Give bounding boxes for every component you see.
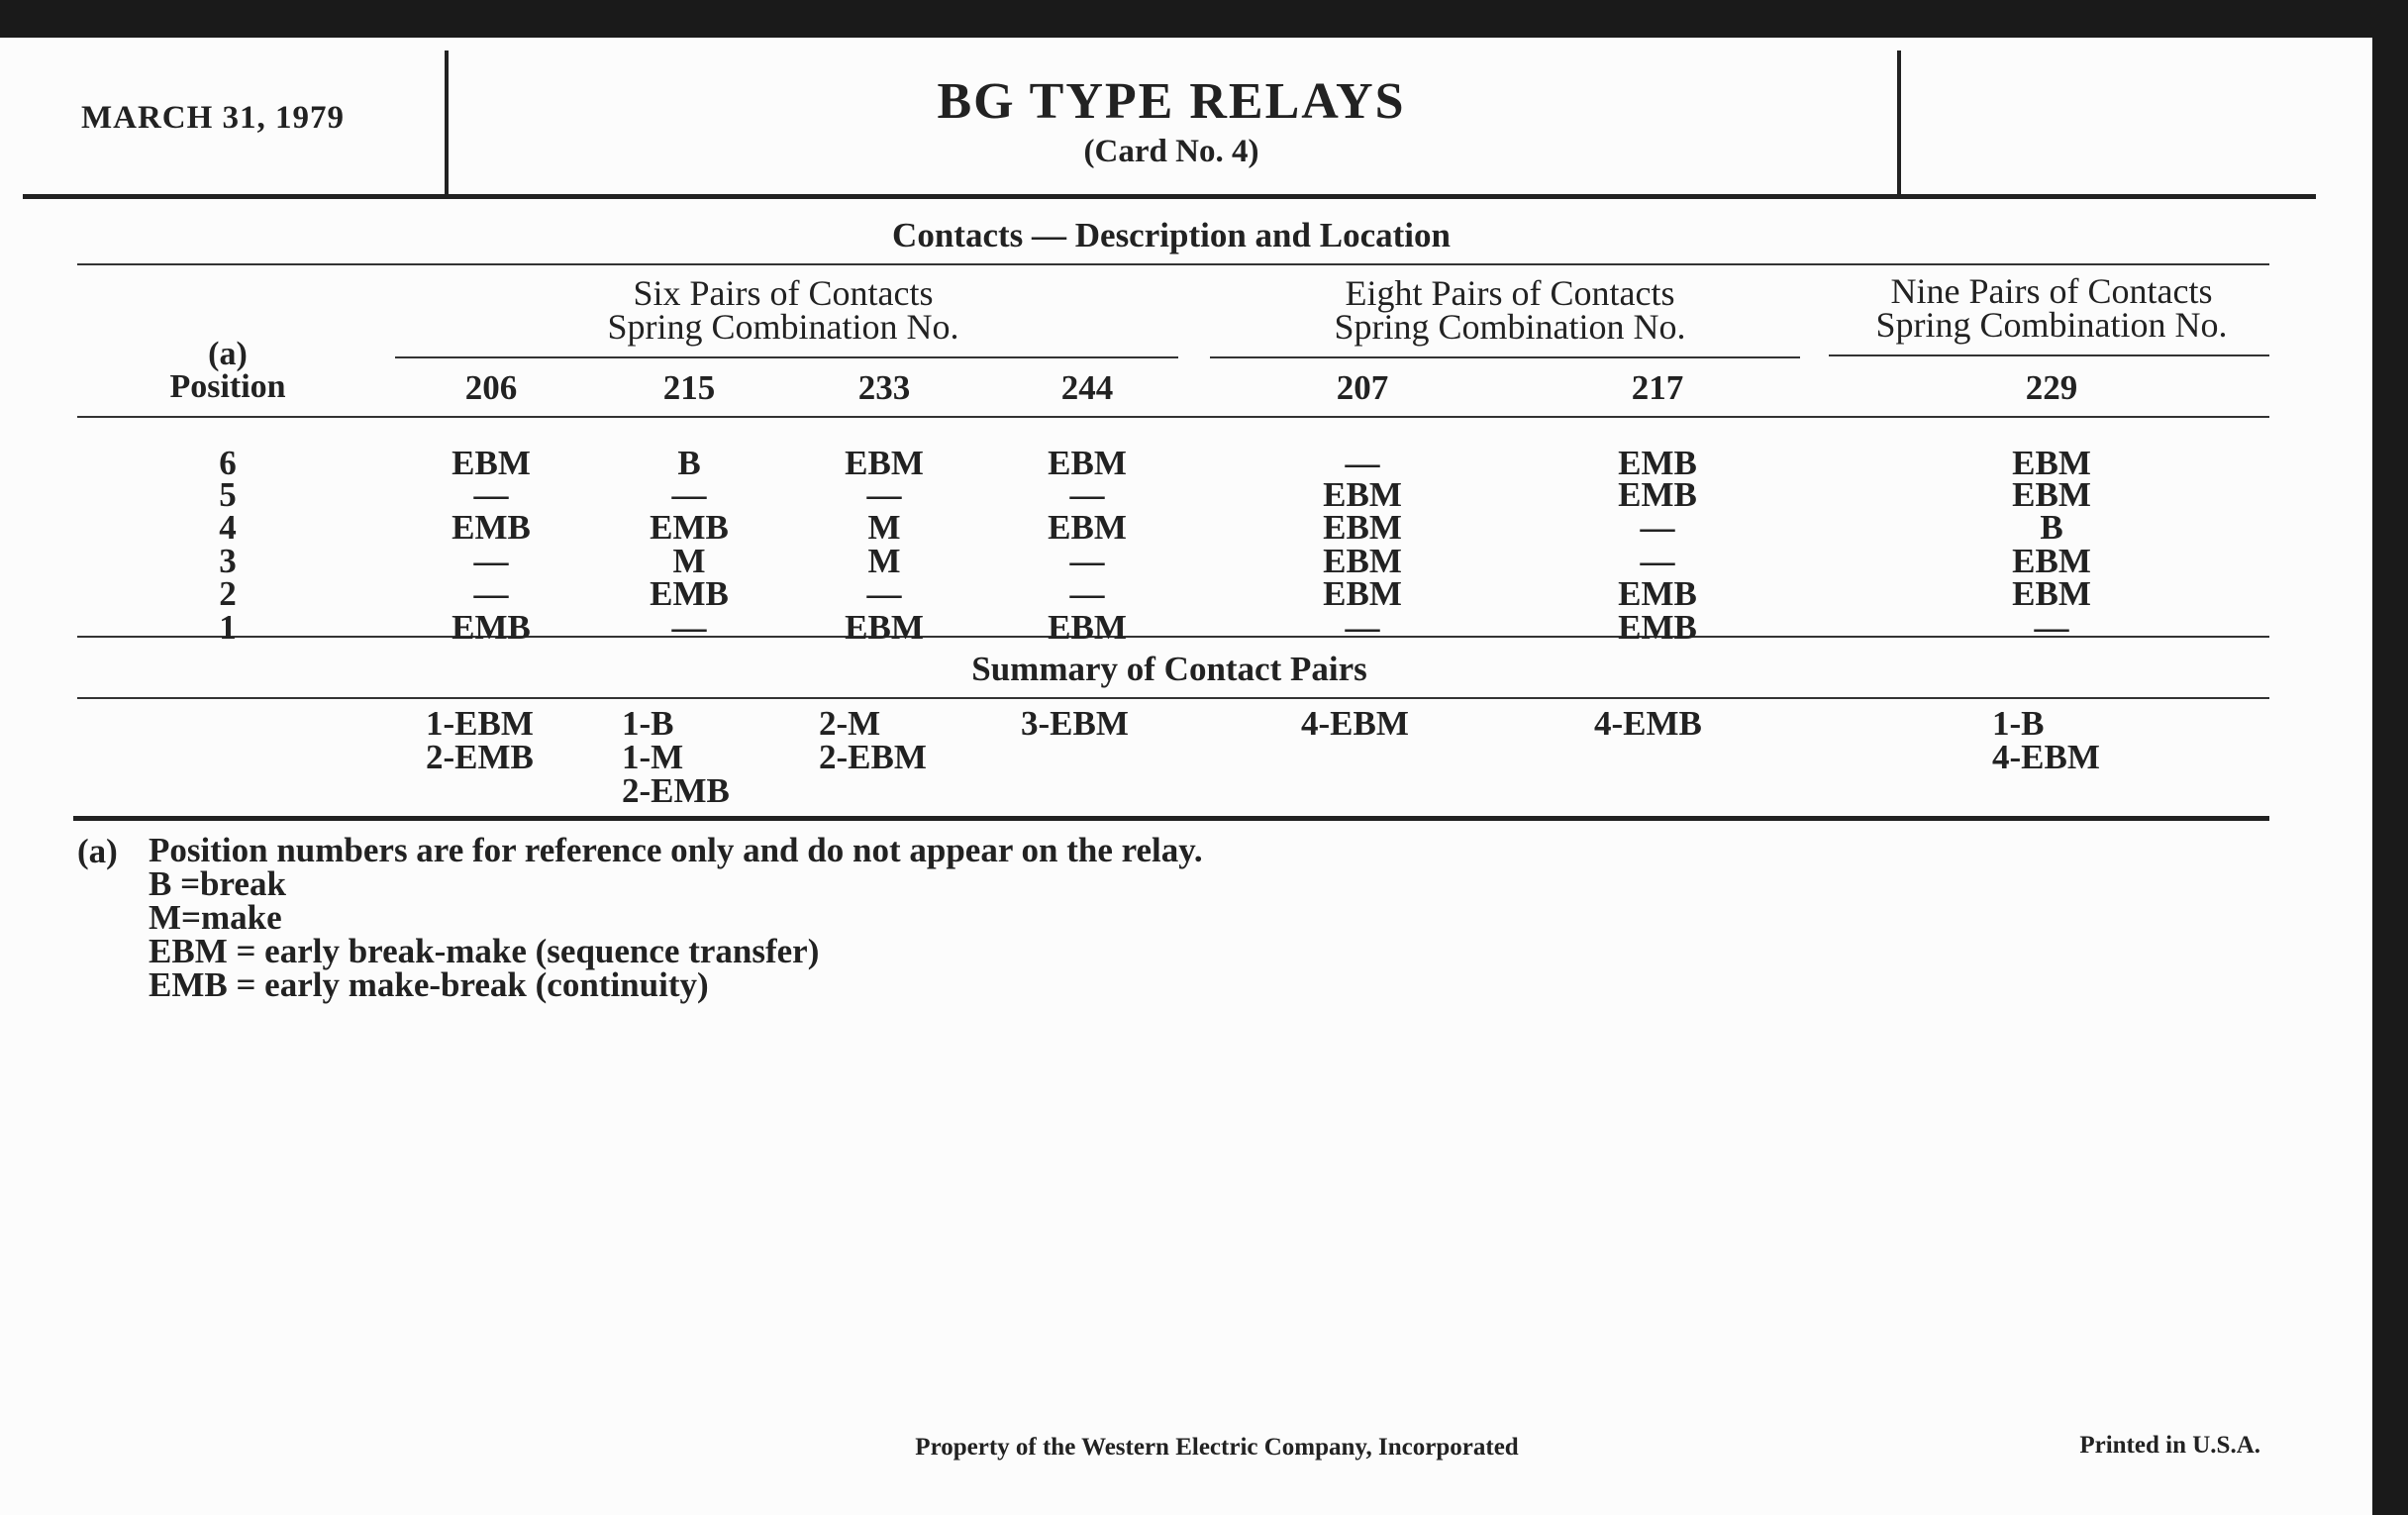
contact-cell: EBM <box>1323 542 1402 580</box>
position-number: 5 <box>219 475 237 514</box>
note-marker: (a) <box>77 832 118 870</box>
rule <box>395 356 1178 358</box>
contact-cell: EBM <box>1323 508 1402 547</box>
contact-cell: EMB <box>1618 608 1697 647</box>
contact-cell: EMB <box>650 508 729 547</box>
summary-entry: 1-M <box>622 738 684 776</box>
rule <box>77 636 2269 638</box>
summary-entry: 4-EMB <box>1594 704 1702 743</box>
column-number-215: 215 <box>662 368 716 407</box>
group-nine-line1: Nine Pairs of Contacts <box>1890 271 2213 311</box>
rule <box>77 697 2269 699</box>
header-divider-left <box>445 50 449 197</box>
column-number-206: 206 <box>464 368 518 407</box>
group-six-line2: Spring Combination No. <box>607 307 959 347</box>
summary-entry: 2-M <box>819 704 881 743</box>
group-eight-line2: Spring Combination No. <box>1334 307 1686 347</box>
notes <box>149 831 1203 1004</box>
contact-cell: M <box>867 542 901 580</box>
position-number: 3 <box>219 542 237 580</box>
contact-cell: EMB <box>1618 444 1697 482</box>
footer-printed: Printed in U.S.A. <box>2079 1432 2260 1459</box>
note-emb: EMB = early make-break (continuity) <box>149 965 709 1004</box>
contact-cell: — <box>1640 508 1675 547</box>
note-m: M=make <box>149 898 282 937</box>
group-six-line1: Six Pairs of Contacts <box>633 273 934 313</box>
position-number: 2 <box>219 574 237 613</box>
contact-cell: — <box>866 574 902 613</box>
contact-cell: EBM <box>1048 508 1127 547</box>
contact-cell: EBM <box>2012 574 2091 613</box>
contact-cell: M <box>867 508 901 547</box>
rule <box>1210 356 1800 358</box>
contact-cell: EMB <box>1618 475 1697 514</box>
contact-cell: EMB <box>452 508 531 547</box>
contact-cell: — <box>671 475 707 514</box>
contact-cell: — <box>2034 608 2069 647</box>
contact-cell: EBM <box>1048 444 1127 482</box>
group-nine-line2: Spring Combination No. <box>1875 305 2228 345</box>
footer-property: Property of the Western Electric Company, Incorporated <box>915 1434 1519 1461</box>
contact-cell: B <box>677 444 701 482</box>
summary-title: Summary of Contact Pairs <box>971 650 1367 688</box>
card-title: BG TYPE RELAYS <box>937 73 1406 130</box>
contact-cell: B <box>2040 508 2063 547</box>
position-number: 6 <box>219 444 237 482</box>
contact-cell: EMB <box>1618 574 1697 613</box>
position-number: 4 <box>219 508 237 547</box>
contact-cell: EBM <box>1323 475 1402 514</box>
contact-cell: M <box>672 542 706 580</box>
contact-cell: EMB <box>650 574 729 613</box>
group-six-header <box>607 273 959 347</box>
group-nine-header <box>1875 271 2228 345</box>
contact-cell: — <box>1640 542 1675 580</box>
contact-cell: EBM <box>1048 608 1127 647</box>
position-label: Position <box>169 368 286 405</box>
contact-cell: — <box>1069 574 1105 613</box>
contact-cell: — <box>1069 542 1105 580</box>
contact-cell: EBM <box>2012 475 2091 514</box>
contact-cell: EBM <box>452 444 531 482</box>
contact-cell: EBM <box>2012 542 2091 580</box>
column-number-229: 229 <box>2025 368 2078 407</box>
rule <box>77 416 2269 418</box>
note-b: B =break <box>149 864 286 903</box>
column-number-233: 233 <box>857 368 911 407</box>
summary-entry: 1-B <box>622 704 674 743</box>
contact-cell: — <box>473 475 509 514</box>
column-number-207: 207 <box>1336 368 1389 407</box>
contact-cell: — <box>473 574 509 613</box>
contact-cell: — <box>1345 444 1380 482</box>
summary-entry: 4-EBM <box>1301 704 1409 743</box>
contact-cell: — <box>671 608 707 647</box>
relay-card <box>0 38 2372 1515</box>
summary-entry: 2-EBM <box>819 738 927 776</box>
contact-cell: EBM <box>1323 574 1402 613</box>
contact-cell: EBM <box>845 608 924 647</box>
group-eight-line1: Eight Pairs of Contacts <box>1345 273 1675 313</box>
rule <box>1829 354 2269 356</box>
contact-cell: — <box>473 542 509 580</box>
column-number-217: 217 <box>1631 368 1684 407</box>
contact-cell: — <box>1345 608 1380 647</box>
contact-cell: — <box>866 475 902 514</box>
contact-cell: EBM <box>2012 444 2091 482</box>
position-label-a: (a) <box>208 336 248 372</box>
summary-entry: 2-EMB <box>622 771 730 810</box>
contact-cell: — <box>1069 475 1105 514</box>
note-position: Position numbers are for reference only and do not appear on the relay. <box>149 831 1203 869</box>
position-number: 1 <box>219 608 237 647</box>
group-eight-header <box>1334 273 1686 347</box>
summary-entry: 3-EBM <box>1021 704 1129 743</box>
contact-cell: EMB <box>452 608 531 647</box>
column-number-244: 244 <box>1060 368 1114 407</box>
summary-entry: 4-EBM <box>1992 738 2100 776</box>
contact-cell: EBM <box>845 444 924 482</box>
header-rule <box>23 194 2316 199</box>
table-bottom-rule <box>73 816 2269 821</box>
table-title: Contacts — Description and Location <box>892 216 1451 254</box>
header-divider-right <box>1897 50 1901 197</box>
card-date: MARCH 31, 1979 <box>81 100 346 136</box>
rule <box>77 263 2269 265</box>
summary-entry: 1-EBM <box>426 704 534 743</box>
note-ebm: EBM = early break-make (sequence transfer) <box>149 932 820 970</box>
summary-entry: 1-B <box>1992 704 2045 743</box>
card-subtitle: (Card No. 4) <box>1083 134 1259 169</box>
summary-entry: 2-EMB <box>426 738 534 776</box>
